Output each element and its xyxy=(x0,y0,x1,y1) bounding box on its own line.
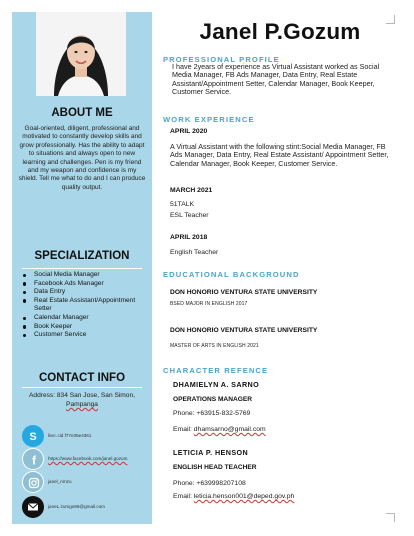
work-experience-heading: WORK EXPERIENCE xyxy=(163,115,255,124)
profile-heading: PROFESSIONAL PROFILE xyxy=(163,55,280,64)
course-name: BSED MAJOR IN ENGLISH 2017 xyxy=(170,301,248,307)
reference-phone: Phone: +63915-832-5769 xyxy=(173,410,251,417)
job-title: English Teacher xyxy=(170,249,219,256)
address-label: Address: 834 San Jose, San Simon, xyxy=(29,392,135,399)
email-label: Email: xyxy=(173,493,194,500)
job-date: MARCH 2021 xyxy=(170,187,213,194)
email-link[interactable]: leticia.henson001@deped.gov.ph xyxy=(193,493,295,500)
instagram-icon xyxy=(22,471,44,493)
mail-icon xyxy=(22,496,44,518)
specialization-item: Book Keeper xyxy=(22,323,148,332)
job-title: ESL Teacher xyxy=(170,212,209,219)
job-description: A Virtual Assistant with the following stint:Social Media Manager, FB Ads Manager, Data Entry, Real Estate Assistant/ Appointment Setter, Calendar Manager, Book Keeper, Customer Service. xyxy=(170,142,389,168)
specialization-heading: SPECIALIZATION xyxy=(34,250,130,262)
job-date: APRIL 2020 xyxy=(170,128,208,135)
school-name: DON HONORIO VENTURA STATE UNIVERSITY xyxy=(170,289,318,296)
facebook-link[interactable]: https://www.facebook.com/janel.gozum xyxy=(48,456,128,461)
page-corner-mark xyxy=(386,15,395,24)
profile-text: I have 2years of experience as Virtual Assistant worked as Social Media Manager, FB Ads Manager, Data Entry, Real Estate Assistant/Appointment Setter, Calendar Manager, Book Keeper, Customer Service. xyxy=(172,62,380,97)
page-corner-mark xyxy=(386,513,395,522)
contact-instagram[interactable] xyxy=(22,471,148,495)
specialization-item: Social Media Manager xyxy=(22,271,148,280)
candidate-name: Janel P.Gozum xyxy=(199,19,361,44)
contact-skype[interactable] xyxy=(22,425,148,449)
contact-email[interactable] xyxy=(22,496,148,520)
course-name: MASTER OF ARTS IN ENGLISH 2021 xyxy=(170,343,259,349)
reference-phone: Phone: +639998207108 xyxy=(173,480,246,487)
about-me-text: Goal-oriented, diligent, professional and motivated to constantly develop skills and grow professionally. Has the ability to adapt to situations and always open to new learning and challenges. Pen is my friend and my weapon and confidence is my shield. Tell me what to do and I can produce quality output. xyxy=(18,125,146,191)
skype-id: live:.cid.f77e35e4361 xyxy=(48,433,92,438)
character-reference-heading: CHARACTER REFENCE xyxy=(163,366,269,375)
about-me-heading: ABOUT ME xyxy=(51,107,113,119)
profile-photo xyxy=(36,12,126,96)
specialization-item: Real Estate Assistant/Appointment Setter xyxy=(22,297,148,314)
email-address: janeL.zumgo96@gmail.com xyxy=(48,504,106,509)
job-date: APRIL 2018 xyxy=(170,234,208,241)
specialization-item: Customer Service xyxy=(22,331,148,340)
facebook-icon xyxy=(22,448,44,470)
svg-text:S: S xyxy=(29,431,37,443)
divider xyxy=(22,387,142,388)
education-heading: EDUCATIONAL BACKGROUND xyxy=(163,270,300,279)
specialization-item: Data Entry xyxy=(22,288,148,297)
address xyxy=(20,391,144,409)
reference-role: ENGLISH HEAD TEACHER xyxy=(173,464,257,471)
skype-icon xyxy=(22,425,44,447)
sidebar xyxy=(12,12,152,524)
contact-info-heading: CONTACT INFO xyxy=(38,372,126,384)
reference-email xyxy=(173,426,266,433)
specialization-item: Calendar Manager xyxy=(22,314,148,323)
instagram-handle: janel_nmzu xyxy=(48,479,72,484)
reference-name: DHAMIELYN A. SARNO xyxy=(173,380,260,389)
contact-facebook[interactable] xyxy=(22,448,148,472)
job-company: 51TALK xyxy=(170,201,195,208)
school-name: DON HONORIO VENTURA STATE UNIVERSITY xyxy=(170,327,318,334)
divider xyxy=(22,268,142,269)
specialization-item: Facebook Ads Manager xyxy=(22,280,148,289)
reference-role: OPERATIONS MANAGER xyxy=(173,396,253,403)
email-label: Email: xyxy=(173,426,194,433)
address-place: Pampanga xyxy=(66,401,98,408)
reference-name: LETICIA P. HENSON xyxy=(173,448,249,457)
reference-email xyxy=(173,493,294,500)
specialization-list xyxy=(22,271,148,340)
email-link[interactable]: dhamsarno@gmail.com xyxy=(193,426,266,433)
svg-text:f: f xyxy=(32,453,36,467)
